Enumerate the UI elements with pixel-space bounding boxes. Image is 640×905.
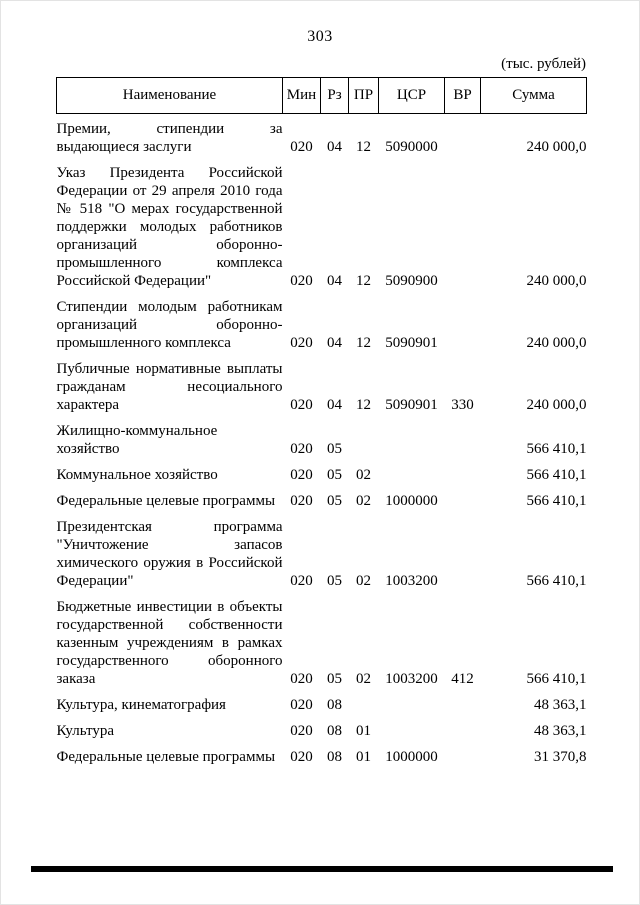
cell-name: Публичные нормативные выплаты гражданам несоциального характера: [56, 361, 283, 413]
table-row: [57, 592, 587, 690]
cell-csr: 1000000: [385, 493, 438, 509]
header-name: Наименование: [57, 78, 283, 114]
cell-pr: 02: [356, 671, 371, 687]
cell-vr: 412: [451, 671, 474, 687]
cell-rz: 05: [327, 441, 342, 457]
cell-name: Указ Президента Российской Федерации от 29 апреля 2010 года № 518 "О мерах государственной поддержки молодых работников организаций оборонно-промышленного комплекса Российской Федерации": [56, 165, 283, 289]
cell-summa: 566 410,1: [526, 671, 587, 687]
table-row: [57, 460, 587, 486]
cell-min: 020: [290, 335, 313, 351]
cell-name: Культура: [56, 723, 114, 739]
cell-pr: 02: [356, 573, 371, 589]
cell-rz: 04: [327, 335, 342, 351]
cell-summa: 240 000,0: [526, 273, 587, 289]
cell-name: Президентская программа "Уничтожение запасов химического оружия в Российской Федерации": [56, 519, 283, 589]
cell-csr: [379, 716, 445, 742]
cell-summa: 240 000,0: [526, 397, 587, 413]
cell-summa: 240 000,0: [526, 139, 587, 155]
header-rz: Рз: [321, 78, 349, 114]
header-csr: ЦСР: [379, 78, 445, 114]
cell-rz: 08: [327, 749, 342, 765]
cell-summa: 566 410,1: [526, 493, 587, 509]
cell-pr: 01: [356, 723, 371, 739]
cell-min: 020: [290, 467, 313, 483]
cell-csr: 1003200: [385, 671, 438, 687]
cell-csr: 5090000: [385, 139, 438, 155]
cell-min: 020: [290, 671, 313, 687]
cell-summa: 31 370,8: [534, 749, 587, 765]
cell-min: 020: [290, 723, 313, 739]
cell-pr: 12: [356, 397, 371, 413]
header-min: Мин: [283, 78, 321, 114]
cell-pr: 12: [356, 273, 371, 289]
cell-name: Жилищно-коммунальное хозяйство: [56, 423, 218, 457]
cell-min: 020: [290, 749, 313, 765]
cell-rz: 08: [327, 697, 342, 713]
cell-vr: [445, 158, 481, 292]
cell-min: 020: [290, 273, 313, 289]
cell-min: 020: [290, 139, 313, 155]
cell-vr: [445, 416, 481, 460]
cell-rz: 04: [327, 139, 342, 155]
cell-min: 020: [290, 397, 313, 413]
cell-rz: 04: [327, 397, 342, 413]
cell-name: Федеральные целевые программы: [56, 493, 276, 509]
cell-min: 020: [290, 573, 313, 589]
table-header: [57, 78, 587, 114]
table-row: [57, 512, 587, 592]
cell-summa: 566 410,1: [526, 441, 587, 457]
units-label: (тыс. рублей): [501, 56, 586, 72]
table-row: [57, 716, 587, 742]
cell-summa: 48 363,1: [534, 697, 587, 713]
cell-min: 020: [290, 441, 313, 457]
cell-rz: 08: [327, 723, 342, 739]
cell-min: 020: [290, 697, 313, 713]
cell-summa: 566 410,1: [526, 573, 587, 589]
table-row: [57, 742, 587, 768]
cell-vr: [445, 716, 481, 742]
cell-csr: 5090901: [385, 335, 438, 351]
cell-name: Бюджетные инвестиции в объекты государственной собственности казенным учреждениям в рамках государственного оборонного заказа: [56, 599, 283, 687]
cell-rz: 05: [327, 467, 342, 483]
cell-pr: 12: [356, 335, 371, 351]
cell-vr: [445, 114, 481, 159]
cell-csr: 5090901: [385, 397, 438, 413]
cell-name: Культура, кинематография: [56, 697, 226, 713]
table-row: [57, 114, 587, 159]
header-vr: ВР: [445, 78, 481, 114]
cell-name: Коммунальное хозяйство: [56, 467, 218, 483]
page-number: 303: [307, 28, 333, 45]
cell-name: Стипендии молодым работникам организаций оборонно-промышленного комплекса: [56, 299, 283, 351]
header-pr: ПР: [349, 78, 379, 114]
cell-vr: [445, 460, 481, 486]
table-row: [57, 690, 587, 716]
cell-rz: 05: [327, 671, 342, 687]
cell-pr: 02: [356, 467, 371, 483]
table-row: [57, 486, 587, 512]
cell-pr: 02: [356, 493, 371, 509]
cell-vr: [445, 512, 481, 592]
cell-pr: 01: [356, 749, 371, 765]
bottom-rule: [31, 866, 613, 872]
cell-name: Премии, стипендии за выдающиеся заслуги: [56, 121, 283, 155]
table-row: [57, 292, 587, 354]
budget-table: [56, 77, 587, 768]
cell-csr: [379, 690, 445, 716]
cell-vr: [445, 486, 481, 512]
cell-min: 020: [290, 493, 313, 509]
cell-rz: 05: [327, 493, 342, 509]
cell-csr: [379, 460, 445, 486]
cell-vr: [445, 742, 481, 768]
header-row: [57, 78, 587, 114]
cell-pr: [349, 690, 379, 716]
cell-rz: 05: [327, 573, 342, 589]
cell-csr: 1000000: [385, 749, 438, 765]
cell-vr: 330: [451, 397, 474, 413]
header-summa: Сумма: [481, 78, 587, 114]
table-body: [57, 114, 587, 769]
cell-name: Федеральные целевые программы: [56, 749, 276, 765]
cell-csr: 5090900: [385, 273, 438, 289]
cell-pr: 12: [356, 139, 371, 155]
cell-csr: [379, 416, 445, 460]
cell-pr: [349, 416, 379, 460]
cell-vr: [445, 292, 481, 354]
table-row: [57, 416, 587, 460]
cell-summa: 48 363,1: [534, 723, 587, 739]
cell-rz: 04: [327, 273, 342, 289]
cell-summa: 566 410,1: [526, 467, 587, 483]
table-row: [57, 354, 587, 416]
cell-summa: 240 000,0: [526, 335, 587, 351]
cell-vr: [445, 690, 481, 716]
cell-csr: 1003200: [385, 573, 438, 589]
table-row: [57, 158, 587, 292]
